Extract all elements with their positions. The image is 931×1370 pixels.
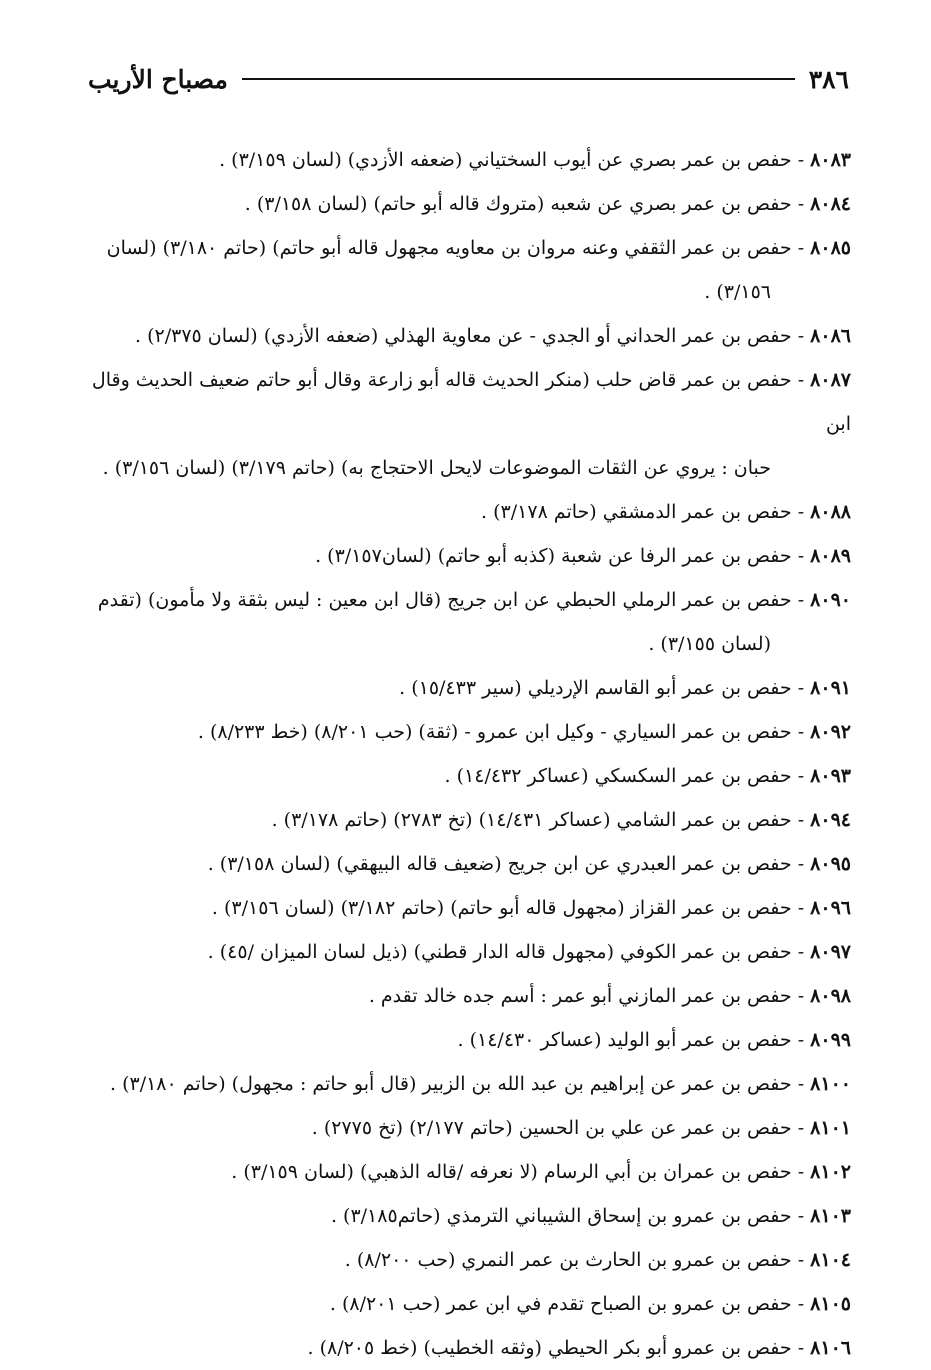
entry-text: حفص بن عمر بصري عن شعبه (متروك قاله أبو حاتم) (لسان ٣/١٥٨) . [244, 193, 792, 215]
book-title: مصباح الأريب [88, 64, 228, 94]
entry: ٨٠٨٨ - حفص بن عمر الدمشقي (حاتم ٣/١٧٨) . [481, 501, 851, 523]
entry-text: حفص بن عمرو بن الصباح تقدم في ابن عمر (حب ٨/٢٠١) . [329, 1293, 792, 1315]
page-header [88, 62, 849, 96]
entry: ٨٠٩٤ - حفص بن عمر الشامي (عساكر ١٤/٤٣١) (تخ ٢٧٨٣) (حاتم ٣/١٧٨) . [271, 809, 851, 831]
entry: ٨٠٩٩ - حفص بن عمر أبو الوليد (عساكر ١٤/٤٣٠) . [457, 1029, 851, 1051]
entry-number: ٨٠٨٦ [810, 325, 851, 347]
entry: ٨٠٩٣ - حفص بن عمر السكسكي (عساكر ١٤/٤٣٢) . [444, 765, 851, 787]
entry-text: حفص بن عمرو أبو بكر الحيطي (وثقه الخطيب) (خط ٨/٢٠٥) . [307, 1337, 792, 1359]
entry-number: ٨٠٨٨ [810, 501, 851, 523]
entry: ٨١٠٤ - حفص بن عمرو بن الحارث بن عمر النمري (حب ٨/٢٠٠) . [344, 1249, 851, 1271]
entry-text: حفص بن عمر عن إبراهيم بن عبد الله بن الزبير (قال أبو حاتم : مجهول) (حاتم ٣/١٨٠) . [109, 1073, 792, 1095]
entry-text: حفص بن عمر أبو الوليد (عساكر ١٤/٤٣٠) . [457, 1029, 792, 1051]
entry-text: حفص بن عمر المازني أبو عمر : أسم جده خالد تقدم . [368, 985, 792, 1007]
page-number: ٣٨٦ [808, 64, 849, 94]
entry-number: ٨١٠٠ [810, 1073, 851, 1095]
entry: ٨٠٩٧ - حفص بن عمر الكوفي (مجهول قاله الدار قطني) (ذيل لسان الميزان /٤٥) . [207, 941, 851, 963]
entry-number: ٨٠٨٣ [810, 149, 851, 171]
entry: ٨٠٨٦ - حفص بن عمر الحداني أو الجدي - عن معاوية الهذلي (ضعفه الأزدي) (لسان ٢/٣٧٥) . [135, 325, 851, 347]
entry-continuation: (لسان ٣/١٥٥) . [648, 633, 771, 655]
entry-text: حفص بن عمرو بن الحارث بن عمر النمري (حب ٨/٢٠٠) . [344, 1249, 792, 1271]
entry-number: ٨٠٨٧ [810, 369, 851, 391]
entry-text: حفص بن عمر الدمشقي (حاتم ٣/١٧٨) . [481, 501, 792, 523]
entry: ٨٠٨٩ - حفص بن عمر الرفا عن شعبة (كذبه أبو حاتم) (لسان٣/١٥٧) . [315, 545, 851, 567]
entry-text: حفص بن عمر قاض حلب (منكر الحديث قاله أبو زارعة وقال أبو حاتم ضعيف الحديث وقال ابن [91, 369, 851, 435]
entry-text: حفص بن عمر الشامي (عساكر ١٤/٤٣١) (تخ ٢٧٨٣) (حاتم ٣/١٧٨) . [271, 809, 792, 831]
entry: ٨٠٩٠ - حفص بن عمر الرملي الحبطي عن ابن جريج (قال ابن معين : ليس بثقة ولا مأمون) (تقدم (لسان ٣/١٥٥) . [70, 578, 851, 666]
entries-list [70, 138, 851, 1370]
entry-text: حفص بن عمر عن علي بن الحسين (حاتم ٢/١٧٧) (تخ ٢٧٧٥) . [311, 1117, 792, 1139]
entry: ٨٠٩٦ - حفص بن عمر القزاز (مجهول قاله أبو حاتم) (حاتم ٣/١٨٢) (لسان ٣/١٥٦) . [211, 897, 851, 919]
header-rule [242, 78, 795, 80]
entry: ٨٠٩٥ - حفص بن عمر العبدري عن ابن جريج (ضعيف قاله البيهقي) (لسان ٣/١٥٨) . [207, 853, 851, 875]
entry: ٨٠٩١ - حفص بن عمر أبو القاسم الإرديلي (سير ١٥/٤٣٣) . [399, 677, 851, 699]
entry: ٨١٠٢ - حفص بن عمران بن أبي الرسام (لا نعرفه /قاله الذهبي) (لسان ٣/١٥٩) . [231, 1161, 851, 1183]
entry-number: ٨٠٨٤ [810, 193, 851, 215]
entry: ٨٠٩٨ - حفص بن عمر المازني أبو عمر : أسم جده خالد تقدم . [368, 985, 851, 1007]
entry-number: ٨١٠٢ [810, 1161, 851, 1183]
entry-text: حفص بن عمر السياري - وكيل ابن عمرو - (ثقة) (حب ٨/٢٠١) (خط ٨/٢٣٣) . [197, 721, 792, 743]
entry-text: حفص بن عمر الثقفي وعنه مروان بن معاويه مجهول قاله أبو حاتم) (حاتم ٣/١٨٠) (لسان [106, 237, 792, 259]
entry-number: ٨١٠٥ [810, 1293, 851, 1315]
entry-text: حفص بن عمر العبدري عن ابن جريج (ضعيف قاله البيهقي) (لسان ٣/١٥٨) . [207, 853, 792, 875]
entry-continuation: ٣/١٥٦) . [704, 281, 771, 303]
entry-text: حفص بن عمر الحداني أو الجدي - عن معاوية الهذلي (ضعفه الأزدي) (لسان ٢/٣٧٥) . [135, 325, 792, 347]
entry-text: حفص بن عمر الرفا عن شعبة (كذبه أبو حاتم) (لسان٣/١٥٧) . [315, 545, 792, 567]
entry-text: حفص بن عمر أبو القاسم الإرديلي (سير ١٥/٤٣٣) . [399, 677, 792, 699]
entry-number: ٨٠٩٨ [810, 985, 851, 1007]
entry: ٨١٠٥ - حفص بن عمرو بن الصباح تقدم في ابن عمر (حب ٨/٢٠١) . [329, 1293, 851, 1315]
entry-text: حفص بن عمر الكوفي (مجهول قاله الدار قطني) (ذيل لسان الميزان /٤٥) . [207, 941, 792, 963]
entry-text: حفص بن عمران بن أبي الرسام (لا نعرفه /قاله الذهبي) (لسان ٣/١٥٩) . [231, 1161, 792, 1183]
entry-text: حفص بن عمرو بن إسحاق الشيباني الترمذي (حاتم٣/١٨٥) . [330, 1205, 792, 1227]
entry: ٨٠٨٤ - حفص بن عمر بصري عن شعبه (متروك قاله أبو حاتم) (لسان ٣/١٥٨) . [244, 193, 851, 215]
entry-continuation: حبان : يروي عن الثقات الموضوعات لايحل الاحتجاج به) (حاتم ٣/١٧٩) (لسان ٣/١٥٦) . [102, 457, 771, 479]
entry: ٨٠٨٧ - حفص بن عمر قاض حلب (منكر الحديث قاله أبو زارعة وقال أبو حاتم ضعيف الحديث وقال ابن حبان : يروي عن الثقات الموضوعات لايحل الاحتجاج به) (حاتم ٣/١٧٩) (لسان ٣/١٥٦) . [70, 358, 851, 490]
entry-number: ٨٠٩٦ [810, 897, 851, 919]
entry: ٨٠٨٥ - حفص بن عمر الثقفي وعنه مروان بن معاويه مجهول قاله أبو حاتم) (حاتم ٣/١٨٠) (لسان ٣/١٥٦) . [70, 226, 851, 314]
entry-number: ٨١٠١ [810, 1117, 851, 1139]
entry-text: حفص بن عمر القزاز (مجهول قاله أبو حاتم) (حاتم ٣/١٨٢) (لسان ٣/١٥٦) . [211, 897, 792, 919]
entry-number: ٨٠٩٠ [810, 589, 851, 611]
entry-text: حفص بن عمر الرملي الحبطي عن ابن جريج (قال ابن معين : ليس بثقة ولا مأمون) (تقدم [97, 589, 792, 611]
entry-text: حفص بن عمر بصري عن أيوب السختياني (ضعفه الأزدي) (لسان ٣/١٥٩) . [219, 149, 792, 171]
entry-number: ٨٠٩٤ [810, 809, 851, 831]
entry-text: حفص بن عمر السكسكي (عساكر ١٤/٤٣٢) . [444, 765, 792, 787]
entry-number: ٨٠٨٩ [810, 545, 851, 567]
entry: ٨١٠٦ - حفص بن عمرو أبو بكر الحيطي (وثقه الخطيب) (خط ٨/٢٠٥) . [307, 1337, 851, 1359]
entry-number: ٨٠٩٩ [810, 1029, 851, 1051]
entry-number: ٨٠٨٥ [810, 237, 851, 259]
entry-number: ٨٠٩١ [810, 677, 851, 699]
entry: ٨١٠٣ - حفص بن عمرو بن إسحاق الشيباني الترمذي (حاتم٣/١٨٥) . [330, 1205, 851, 1227]
entry: ٨٠٩٢ - حفص بن عمر السياري - وكيل ابن عمرو - (ثقة) (حب ٨/٢٠١) (خط ٨/٢٣٣) . [197, 721, 851, 743]
entry: ٨١٠٠ - حفص بن عمر عن إبراهيم بن عبد الله بن الزبير (قال أبو حاتم : مجهول) (حاتم ٣/١٨٠) . [109, 1073, 851, 1095]
entry-number: ٨١٠٦ [810, 1337, 851, 1359]
entry-number: ٨١٠٤ [810, 1249, 851, 1271]
entry-number: ٨٠٩٢ [810, 721, 851, 743]
entry: ٨٠٨٣ - حفص بن عمر بصري عن أيوب السختياني (ضعفه الأزدي) (لسان ٣/١٥٩) . [219, 149, 851, 171]
entry: ٨١٠١ - حفص بن عمر عن علي بن الحسين (حاتم ٢/١٧٧) (تخ ٢٧٧٥) . [311, 1117, 851, 1139]
entry-number: ٨٠٩٣ [810, 765, 851, 787]
entry-number: ٨٠٩٥ [810, 853, 851, 875]
entry-number: ٨٠٩٧ [810, 941, 851, 963]
entry-number: ٨١٠٣ [810, 1205, 851, 1227]
